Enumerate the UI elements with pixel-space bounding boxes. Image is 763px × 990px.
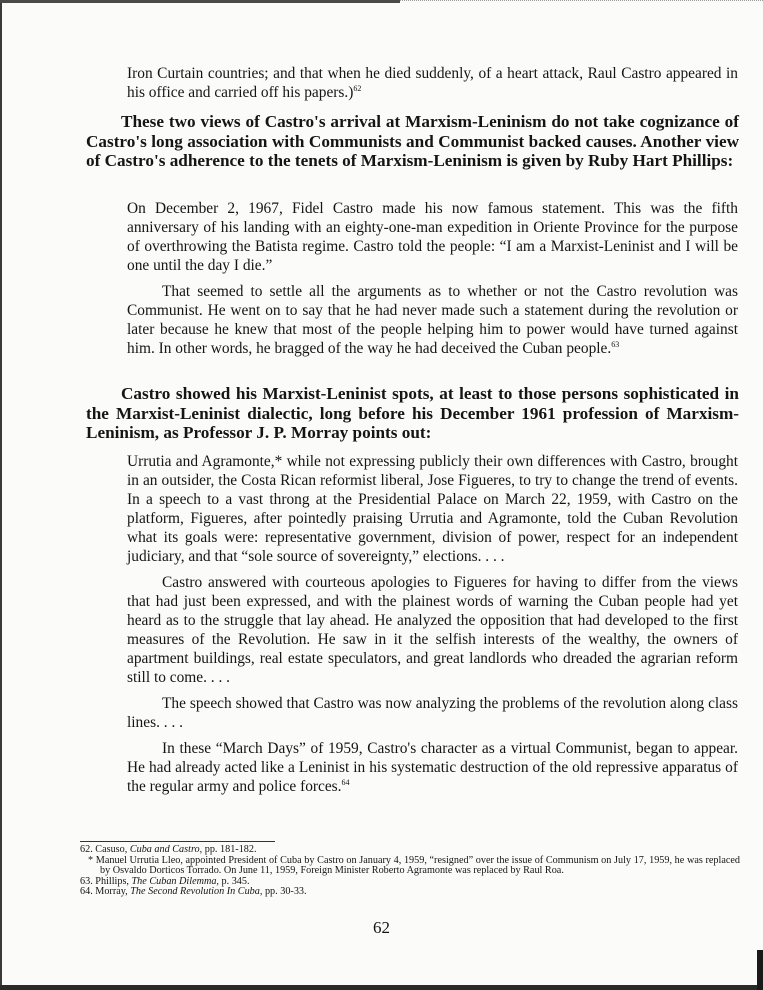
body-paragraph [86, 112, 739, 171]
paragraph-text: Castro answered with courteous apologies to Figueres for having to differ from the views that had just been expressed, and with the plainest words of warning the Cuban people had yet heard as to the struggle that lay ahead. He analyzed the opposition that had developed to the first measures of the Revolution. He saw in it the selfish interests of the wealthy, the owners of apartment buildings, real estate speculators, and great landlords who dreaded the agrarian reform still to come. . . . [127, 574, 738, 686]
footnote-author: Casuso, [95, 844, 128, 855]
scan-corner-right [757, 950, 763, 990]
quote-continuation [127, 64, 738, 102]
footnote-64 [80, 887, 740, 898]
footnote-ref: 64 [341, 777, 350, 787]
scan-edge-bottom [0, 985, 763, 990]
scan-edge-top-dotted [400, 0, 763, 2]
scan-edge-top [0, 0, 400, 3]
footnote-pages: pp. 181-182. [204, 844, 257, 855]
footnotes [80, 845, 740, 898]
footnote-pages: pp. 30-33. [264, 886, 307, 898]
footnote-pages: p. 345. [221, 875, 250, 887]
paragraph-text: Urrutia and Agramonte,* while not expressing publicly their own differences with Castro, brought in an outsider, the Costa Rican reformist liberal, Jose Figueres, to try to change the trend of events. In a speech to a vast throng at the Presidential Palace on March 22, 1959, with Castro on the platform, Figueres, after pointedly praising Urrutia and Agramonte, told the Cuban Revolution what its goals were: representative government, division of power, respect for an independent judiciary, and that “sole source of sovereignty,” elections. . . . [127, 453, 738, 565]
paragraph-text: These two views of Castro's arrival at Marxism-Leninism do not take cognizance of Castro's long association with Communists and Communist backed causes. Another view of Castro's adherence to the tenets of Marxism-Leninism is given by Ruby Hart Phillips: [86, 112, 739, 170]
footnote-divider [80, 841, 275, 842]
paragraph-text: Iron Curtain countries; and that when he died suddenly, of a heart attack, Raul Castro appeared in his office and carried off his papers.) [127, 65, 738, 101]
footnote-number: 62. [80, 844, 93, 855]
footnote-number: 64. [80, 886, 93, 898]
footnote-ref: 63 [611, 339, 620, 349]
footnote-title: The Cuban Dilemma, [131, 875, 219, 887]
paragraph-text: On December 2, 1967, Fidel Castro made his now famous statement. This was the fifth anniversary of his landing with an eighty-one-man expedition in Oriente Province for the purpose of overthrowing the Batista regime. Castro told the people: “I am a Marxist-Leninist and I will be one until the day I die.” [127, 200, 738, 274]
paragraph-text: Castro showed his Marxist-Leninist spots, at least to those persons sophisticated in the Marxist-Leninist dialectic, long before his December 1961 profession of Marxism-Leninism, as Professor J. P. Morray points out: [86, 384, 739, 442]
footnote-author: Morray, [95, 886, 128, 898]
scan-edge-left [0, 0, 2, 990]
paragraph-text: That seemed to settle all the arguments as to whether or not the Castro revolution was Communist. He went on to say that he had never made such a statement during the revolution or later because he knew that most of the people helping him to power would have turned against him. In other words, he bragged of the way he had deceived the Cuban people. [127, 283, 738, 357]
page-number: 62 [373, 918, 390, 937]
footnote-number: 63. [80, 875, 93, 887]
footnote-62 [80, 845, 740, 856]
paragraph-text: In these “March Days” of 1959, Castro's character as a virtual Communist, began to appear. He had already acted like a Leninist in his systematic destruction of the old repressive apparatus of the regular army and police forces. [127, 740, 738, 795]
footnote-ref: 62 [353, 83, 362, 93]
block-quote-phillips [127, 199, 738, 358]
footnote-author: Phillips, [95, 875, 129, 887]
footnote-star: * Manuel Urrutia Lleo, appointed President of Cuba by Castro on January 4, 1959, “resigned” over the issue of Communism on July 17, 1959, he was replaced by Osvaldo Dorticos Torrado. On June 11, 1959, Foreign Minister Roberto Agramonte was replaced by Raul Roa. [88, 854, 740, 877]
block-quote-morray [127, 452, 738, 796]
footnote-title: Cuba and Castro, [129, 844, 203, 855]
body-paragraph [86, 384, 739, 443]
footnote-title: The Second Revolution In Cuba, [130, 886, 263, 898]
paragraph-text: The speech showed that Castro was now analyzing the problems of the revolution along class lines. . . . [127, 695, 738, 731]
